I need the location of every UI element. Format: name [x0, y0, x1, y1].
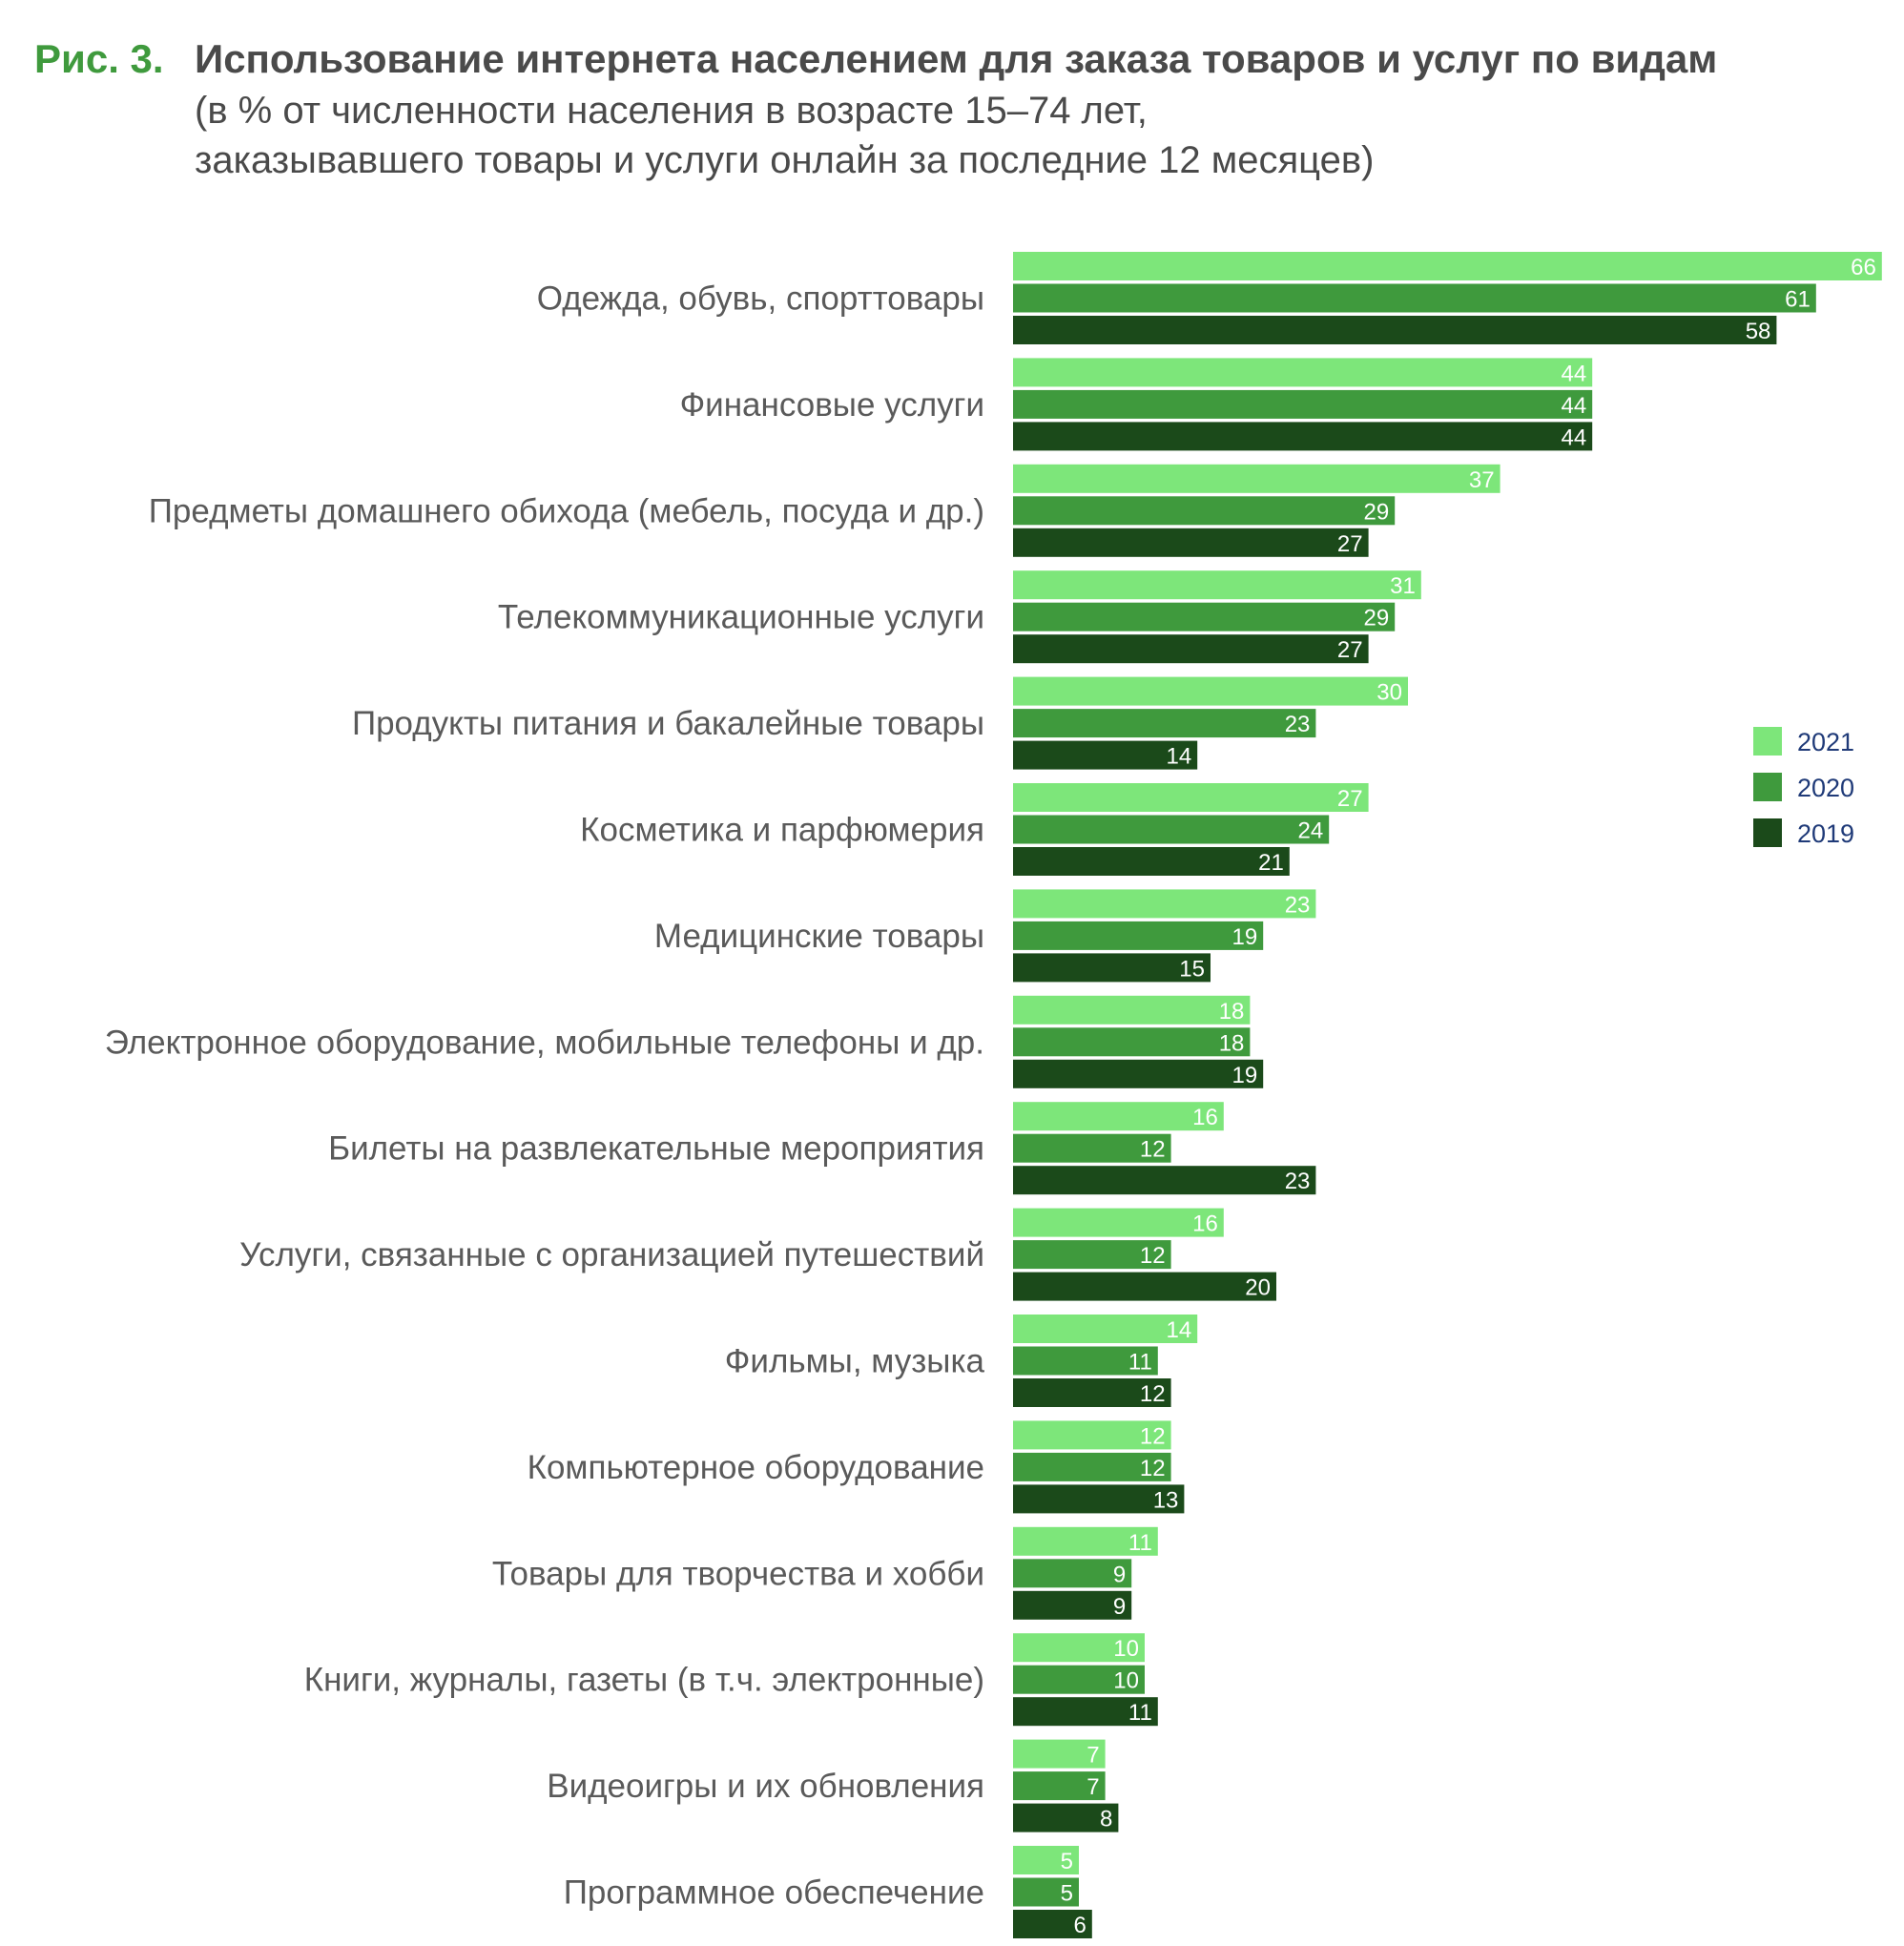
category-label: Косметика и парфюмерия	[580, 811, 984, 849]
value-label: 23	[1284, 892, 1311, 919]
bar-2020	[1013, 921, 1263, 950]
value-label: 13	[1152, 1487, 1179, 1514]
legend-label: 2019	[1797, 819, 1855, 848]
bar-2021	[1013, 996, 1250, 1025]
bar-2019	[1013, 1166, 1315, 1194]
category-label: Услуги, связанные с организацией путешествий	[239, 1236, 984, 1274]
bar-2019	[1013, 1060, 1263, 1088]
value-label: 44	[1561, 392, 1587, 419]
value-label: 14	[1166, 743, 1192, 770]
value-label: 44	[1561, 361, 1587, 387]
value-label: 23	[1284, 712, 1311, 738]
bar-2021	[1013, 783, 1369, 812]
value-label: 24	[1297, 818, 1324, 844]
value-label: 23	[1284, 1169, 1311, 1195]
category-label: Продукты питания и бакалейные товары	[351, 705, 984, 743]
category-label: Компьютерное оборудование	[527, 1448, 984, 1486]
value-label: 11	[1128, 1700, 1152, 1727]
value-label: 11	[1128, 1349, 1152, 1376]
bar-2020	[1013, 284, 1816, 313]
value-label: 61	[1785, 286, 1811, 313]
value-label: 18	[1218, 998, 1245, 1025]
value-label: 27	[1336, 530, 1363, 557]
value-label: 27	[1336, 786, 1363, 812]
bar-2019	[1013, 528, 1369, 557]
bar-2021	[1013, 358, 1592, 386]
value-label: 19	[1231, 923, 1258, 950]
value-label: 12	[1139, 1136, 1166, 1163]
category-label: Медицинские товары	[653, 917, 984, 955]
legend-swatch	[1753, 727, 1782, 756]
legend-label: 2021	[1797, 728, 1855, 756]
bar-2019	[1013, 634, 1369, 663]
chart-subtitle	[195, 86, 1374, 185]
bar-2021	[1013, 677, 1408, 706]
category-label: Одежда, обувь, спорттовары	[536, 279, 984, 318]
bar-2021	[1013, 570, 1421, 599]
value-label: 5	[1060, 1849, 1073, 1874]
chart-title: Использование интернета населением для заказа товаров и услуг по видам	[195, 36, 1718, 81]
value-label: 12	[1139, 1243, 1166, 1270]
value-label: 14	[1166, 1317, 1192, 1343]
category-label: Видеоигры и их обновления	[547, 1768, 984, 1806]
value-label: 44	[1561, 424, 1587, 451]
category-label: Билеты на развлекательные мероприятия	[328, 1129, 984, 1168]
value-label: 21	[1258, 850, 1284, 876]
legend-swatch	[1753, 773, 1782, 801]
bar-2021	[1013, 252, 1882, 280]
category-label: Товары для творчества и хобби	[491, 1555, 984, 1593]
value-label: 5	[1060, 1880, 1073, 1907]
bar-2020	[1013, 603, 1395, 631]
subtitle-line-1: (в % от численности населения в возрасте 15–74 лет,	[195, 90, 1148, 132]
value-label: 18	[1218, 1030, 1245, 1057]
value-label: 58	[1745, 319, 1771, 344]
category-label: Книги, журналы, газеты (в т.ч. электронные)	[303, 1661, 984, 1699]
value-label: 20	[1245, 1274, 1271, 1301]
bar-chart	[0, 219, 1904, 1946]
value-label: 29	[1363, 605, 1390, 631]
bar-2019	[1013, 422, 1592, 450]
bar-2020	[1013, 390, 1592, 419]
category-label: Электронное оборудование, мобильные телефоны и др.	[104, 1024, 984, 1062]
value-label: 9	[1112, 1593, 1127, 1620]
value-label: 8	[1100, 1806, 1113, 1832]
bar-2020	[1013, 496, 1395, 525]
value-label: 12	[1139, 1381, 1166, 1407]
value-label: 6	[1073, 1913, 1087, 1938]
legend-swatch	[1753, 818, 1782, 847]
bar-2019	[1013, 1273, 1276, 1301]
bar-2020	[1013, 1027, 1250, 1056]
bar-2021	[1013, 889, 1315, 918]
legend-label: 2020	[1797, 774, 1855, 802]
value-label: 37	[1468, 466, 1495, 493]
value-label: 15	[1179, 956, 1205, 983]
value-label: 29	[1363, 499, 1390, 526]
value-label: 16	[1192, 1105, 1218, 1131]
value-label: 27	[1336, 637, 1363, 664]
value-label: 7	[1087, 1774, 1100, 1801]
bar-2020	[1013, 709, 1315, 737]
subtitle-line-2: заказывавшего товары и услуги онлайн за последние 12 месяцев)	[195, 139, 1375, 181]
value-label: 19	[1231, 1062, 1258, 1088]
value-label: 11	[1128, 1529, 1152, 1556]
value-label: 7	[1087, 1742, 1100, 1769]
value-label: 30	[1376, 679, 1402, 706]
value-label: 9	[1112, 1562, 1127, 1588]
value-label: 66	[1851, 255, 1876, 280]
bar-2019	[1013, 847, 1290, 876]
category-label: Предметы домашнего обихода (мебель, посуда и др.)	[148, 492, 984, 530]
value-label: 16	[1192, 1211, 1218, 1237]
value-label: 12	[1139, 1455, 1166, 1481]
value-label: 31	[1390, 573, 1416, 600]
category-label: Фильмы, музыка	[724, 1342, 984, 1380]
category-label: Финансовые услуги	[679, 385, 984, 424]
bar-2019	[1013, 316, 1776, 344]
bar-2021	[1013, 465, 1500, 493]
figure-label: Рис. 3.	[34, 36, 164, 81]
category-label: Телекоммуникационные услуги	[497, 598, 984, 636]
value-label: 10	[1113, 1667, 1139, 1694]
value-label: 10	[1113, 1636, 1139, 1663]
category-label: Программное обеспечение	[563, 1874, 984, 1912]
bar-2020	[1013, 816, 1329, 844]
value-label: 12	[1139, 1423, 1166, 1450]
